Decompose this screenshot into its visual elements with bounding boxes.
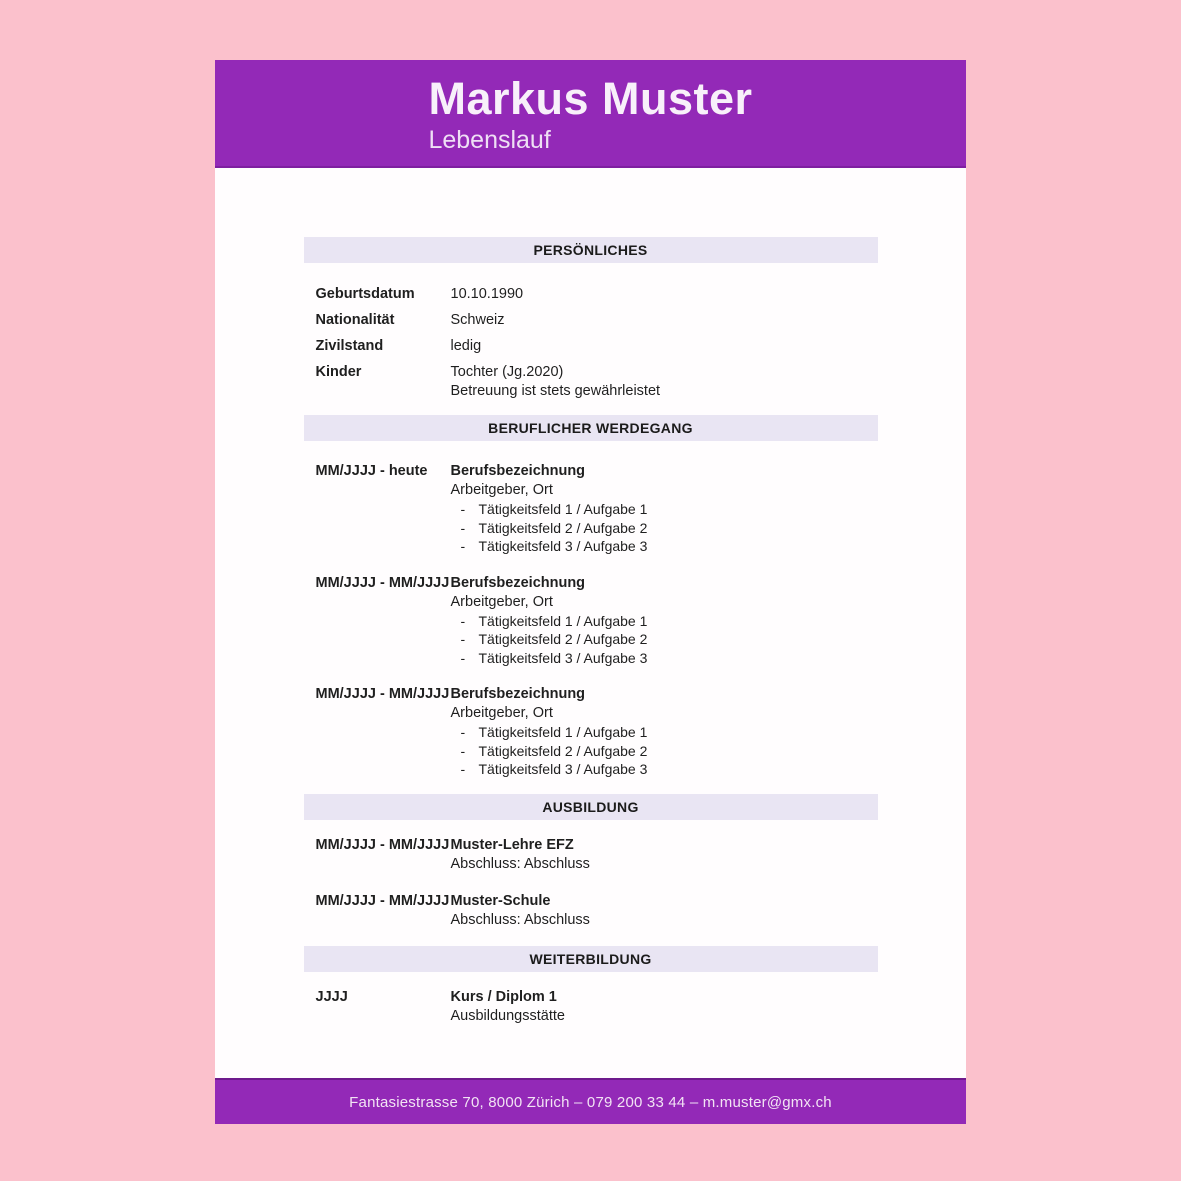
bullet-dash-icon: - [460, 649, 466, 666]
bullet-text: Tätigkeitsfeld 2 / Aufgabe 2 [478, 631, 648, 647]
row-label: Zivilstand [315, 338, 384, 354]
contact-line: Fantasiestrasse 70, 8000 Zürich – 079 200 33 44 – m.muster@gmx.ch [349, 1093, 832, 1111]
row-value-line-1: Tochter (Jg.2020) [450, 364, 564, 380]
entry-period: MM/JJJJ - MM/JJJJ [315, 686, 450, 702]
section-header-personal [304, 237, 878, 263]
row-value: 10.10.1990 [450, 286, 524, 302]
section-title: WEITERBILDUNG [529, 950, 652, 967]
job-title: Berufsbezeichnung [450, 463, 586, 479]
job-title: Berufsbezeichnung [450, 574, 586, 591]
bullet-dash-icon: - [460, 631, 466, 647]
job-employer: Arbeitgeber, Ort [450, 482, 553, 498]
bullet-text: Tätigkeitsfeld 1 / Aufgabe 1 [478, 612, 648, 629]
section-title: BERUFLICHER WERDEGANG [488, 420, 693, 436]
entry-period: MM/JJJJ - MM/JJJJ [315, 836, 450, 853]
entry-period: MM/JJJJ - heute [315, 463, 428, 479]
bullet-text: Tätigkeitsfeld 3 / Aufgabe 3 [478, 538, 648, 554]
bullet-dash-icon: - [460, 724, 466, 740]
education-entry [316, 836, 878, 874]
job-bullet [451, 723, 878, 742]
entry-period: JJJJ [315, 988, 348, 1005]
training-entry [316, 988, 878, 1026]
bullet-dash-icon: - [460, 761, 466, 777]
education-title: Muster-Schule [450, 892, 551, 909]
job-bullet [451, 760, 878, 779]
section-title: AUSBILDUNG [542, 798, 639, 815]
header-title-block [428, 75, 752, 154]
education-detail: Abschluss: Abschluss [450, 911, 590, 928]
education-entry [316, 892, 878, 930]
personal-row-nationality [316, 311, 878, 330]
job-employer: Arbeitgeber, Ort [450, 593, 553, 610]
education-title: Muster-Lehre EFZ [450, 836, 574, 853]
training-title: Kurs / Diplom 1 [450, 988, 557, 1005]
career-entry [316, 462, 878, 556]
entry-period: MM/JJJJ - MM/JJJJ [315, 892, 450, 909]
bullet-dash-icon: - [460, 538, 466, 554]
job-bullet [451, 500, 878, 519]
section-header-career [304, 415, 878, 441]
personal-row-children [316, 363, 878, 401]
job-title: Berufsbezeichnung [450, 686, 586, 702]
bullet-text: Tätigkeitsfeld 1 / Aufgabe 1 [478, 501, 648, 517]
bullet-text: Tätigkeitsfeld 2 / Aufgabe 2 [478, 519, 648, 536]
header-band [215, 60, 966, 168]
job-bullet [451, 537, 878, 556]
section-header-training [304, 946, 878, 972]
footer-band [215, 1078, 966, 1124]
bullet-text: Tätigkeitsfeld 1 / Aufgabe 1 [478, 724, 648, 740]
entry-body [451, 836, 878, 874]
career-entry [316, 685, 878, 779]
row-label: Kinder [315, 364, 362, 380]
document-content [304, 237, 878, 1026]
job-bullet [451, 612, 878, 631]
personal-row-marital-status [316, 337, 878, 356]
job-bullet [451, 630, 878, 649]
person-name: Markus Muster [428, 73, 753, 124]
job-employer: Arbeitgeber, Ort [450, 705, 553, 721]
entry-body [451, 988, 878, 1026]
bullet-text: Tätigkeitsfeld 3 / Aufgabe 3 [478, 649, 648, 666]
bullet-dash-icon: - [460, 519, 466, 536]
document-subtitle: Lebenslauf [428, 126, 551, 154]
bullet-text: Tätigkeitsfeld 2 / Aufgabe 2 [478, 742, 648, 759]
entry-body [451, 574, 878, 668]
row-value-line-2: Betreuung ist stets gewährleistet [450, 383, 661, 399]
entry-body [451, 462, 878, 556]
personal-rows [316, 285, 878, 401]
row-value: ledig [450, 338, 482, 354]
bullet-dash-icon: - [460, 612, 466, 629]
bullet-dash-icon: - [460, 501, 466, 517]
job-bullet [451, 519, 878, 538]
section-header-education [304, 794, 878, 820]
row-value [451, 363, 878, 401]
education-detail: Abschluss: Abschluss [450, 855, 590, 872]
personal-row-birthdate [316, 285, 878, 304]
cv-document-page [215, 60, 966, 1124]
training-detail: Ausbildungsstätte [450, 1007, 565, 1024]
section-title: PERSÖNLICHES [533, 242, 648, 258]
job-bullet [451, 742, 878, 761]
job-bullet [451, 649, 878, 668]
entry-body [451, 892, 878, 930]
bullet-text: Tätigkeitsfeld 3 / Aufgabe 3 [478, 761, 648, 777]
career-entry [316, 574, 878, 668]
row-label: Geburtsdatum [315, 286, 415, 302]
row-label: Nationalität [315, 312, 395, 328]
row-value: Schweiz [450, 312, 505, 328]
bullet-dash-icon: - [460, 742, 466, 759]
entry-body [451, 685, 878, 779]
entry-period: MM/JJJJ - MM/JJJJ [315, 574, 450, 591]
